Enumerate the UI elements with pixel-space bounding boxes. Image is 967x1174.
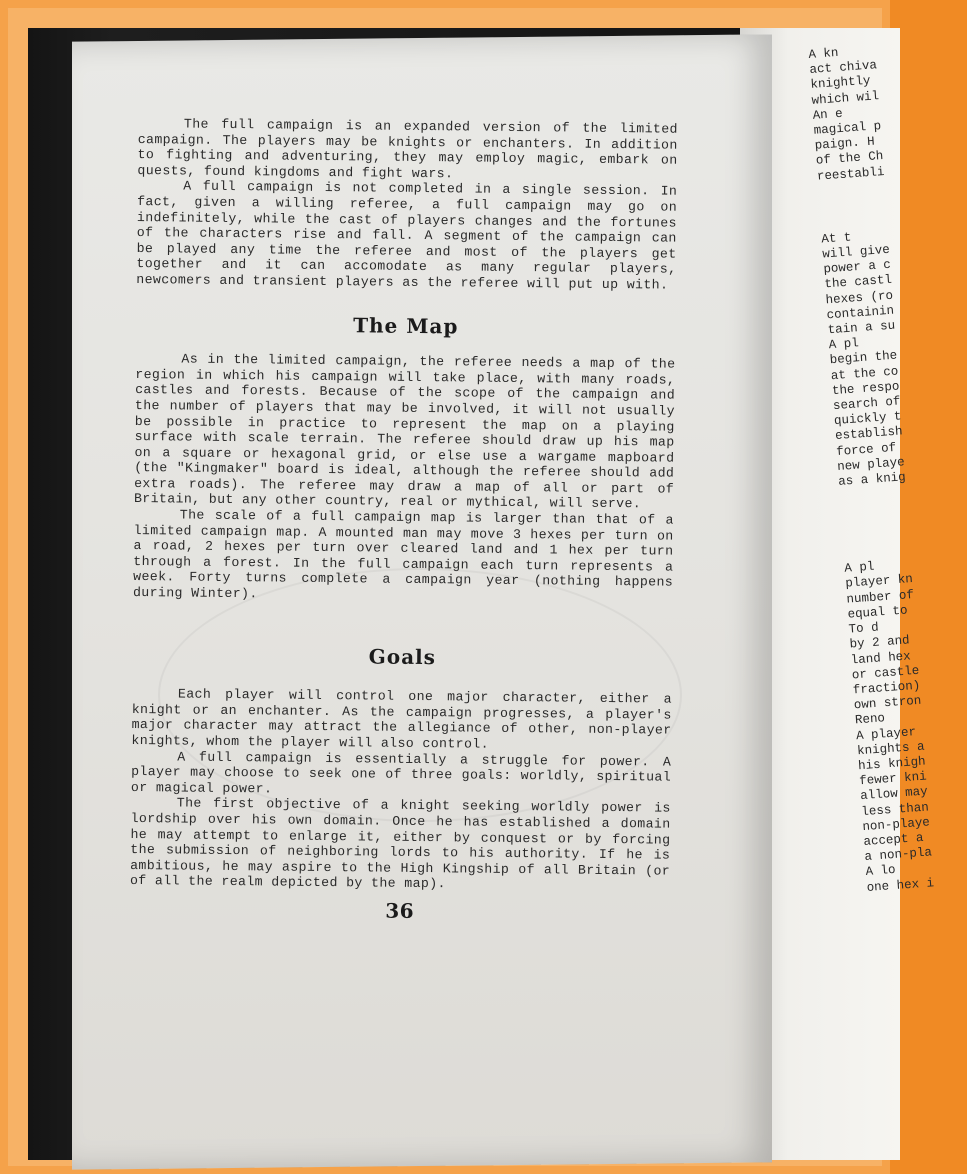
right-line: A kn: [808, 45, 839, 62]
goals-paragraph-1: Each player will control one major character, either a knight or an enchanter. As the campaign progresses, a player's major character may attract the allegiance of other, non-player knights, whom the player will also control.: [131, 686, 672, 752]
goals-paragraph-3: The first objective of a knight seeking worldly power is lordship over his own domain. Once he has established a domain he may attempt to enlarge it, either by conquest or by forcing the submission of neighboring lords to his authority. If he is ambitious, he may aspire to the High Kingship of all Britain (or of all the realm depicted by the map).: [129, 795, 671, 892]
map-paragraph-1: As in the limited campaign, the referee needs a map of the region in which his campaign will take place, with many roads, castles and forests. Because of the scope of the campaign and the number of players that may be involved, it will not usually be possible in practice to represent the map on a playing surface with scale terrain. The referee should draw up his map on a square or hexagonal grid, or else use a wargame mapboard (the "Kingmaker" board is ideal, although the referee should add extra roads). The referee may draw a map of all or part of Britain, but any other country, real or mythical, will serve.: [133, 351, 676, 512]
right-line: of the Ch: [815, 149, 884, 169]
right-line: containin: [826, 303, 895, 323]
right-line: A pl: [843, 559, 875, 576]
right-line: knightly: [810, 74, 871, 93]
right-line: which wil: [811, 88, 880, 108]
right-line: less than: [860, 799, 930, 819]
right-line: A pl: [828, 336, 860, 353]
right-gap: [818, 178, 921, 233]
right-line: equal to: [847, 603, 908, 622]
right-line: or castle: [851, 663, 920, 683]
right-line: tain a su: [827, 318, 896, 338]
right-line: To d: [848, 620, 880, 637]
goals-heading: Goals: [368, 644, 437, 669]
right-line: the castl: [824, 273, 893, 292]
right-line: by 2 and: [849, 633, 911, 652]
right-line: player kn: [845, 572, 914, 592]
right-line: fewer kni: [858, 769, 928, 789]
right-line: accept a: [863, 830, 924, 849]
right-line: Reno: [854, 711, 886, 728]
right-line: force of: [835, 440, 897, 459]
right-line: land hex: [850, 648, 912, 667]
right-line: own stron: [853, 693, 922, 713]
right-line: allow may: [859, 784, 929, 804]
right-line: the respo: [831, 379, 900, 399]
right-line: search of: [832, 394, 901, 414]
right-line: quickly t: [833, 409, 902, 429]
right-line: magical p: [813, 119, 882, 138]
right-line: At t: [820, 230, 852, 247]
right-line: one hex i: [866, 875, 935, 895]
right-line: his knigh: [857, 754, 927, 774]
right-line: non-playe: [861, 815, 931, 834]
left-page-text: [130, 116, 678, 922]
right-line: A player: [855, 724, 917, 743]
right-line: hexes (ro: [825, 288, 894, 308]
right-line: establish: [834, 424, 904, 444]
right-line: An e: [812, 106, 844, 123]
right-line: at the co: [830, 364, 899, 383]
intro-paragraph-2: A full campaign is not completed in a single session. In fact, given a willing referee, a full campaign may go on indefinitely, while the cast of players changes and the fortunes of the characters rise and fall. A segment of the campaign can be played any time the referee and most of the players get together and it can accomodate as many regular players, newcomers and transient players as the referee will put up with.: [136, 178, 678, 293]
right-line: act chiva: [809, 58, 878, 78]
right-line: A lo: [865, 863, 897, 880]
page-number: 36: [385, 898, 415, 923]
right-line: power a c: [823, 258, 892, 277]
map-heading: The Map: [353, 312, 459, 338]
right-gap: [839, 483, 944, 562]
goals-paragraph-2: A full campaign is essentially a struggle for power. A player may choose to seek one of three goals: worldly, spiritual or magical power.: [130, 749, 672, 797]
right-line: begin the: [829, 348, 898, 368]
intro-paragraph-1: The full campaign is an expanded version of the limited campaign. The players may be knights or enchanters. In addition to fighting and adventuring, they may employ magic, embark on quests, found kingdoms and fight wars.: [137, 116, 678, 182]
right-line: a non-pla: [864, 845, 933, 865]
map-paragraph-2: The scale of a full campaign map is larger than that of a limited campaign map. A mounted man may move 3 hexes per turn on a road, 2 hexes per turn over cleared land and 1 hex per turn through a forest. In the full campaign each turn represents a week. Forty turns complete a campaign year (nothing happens during Winter).: [132, 507, 674, 602]
right-line: as a knig: [837, 470, 907, 490]
right-line: will give: [821, 242, 891, 262]
right-line: new playe: [836, 455, 906, 474]
right-line: number of: [846, 587, 915, 607]
right-line: paign. H: [814, 134, 876, 153]
right-line: knights a: [856, 739, 925, 758]
right-line: reestabli: [816, 164, 885, 184]
right-line: fraction): [852, 678, 921, 698]
